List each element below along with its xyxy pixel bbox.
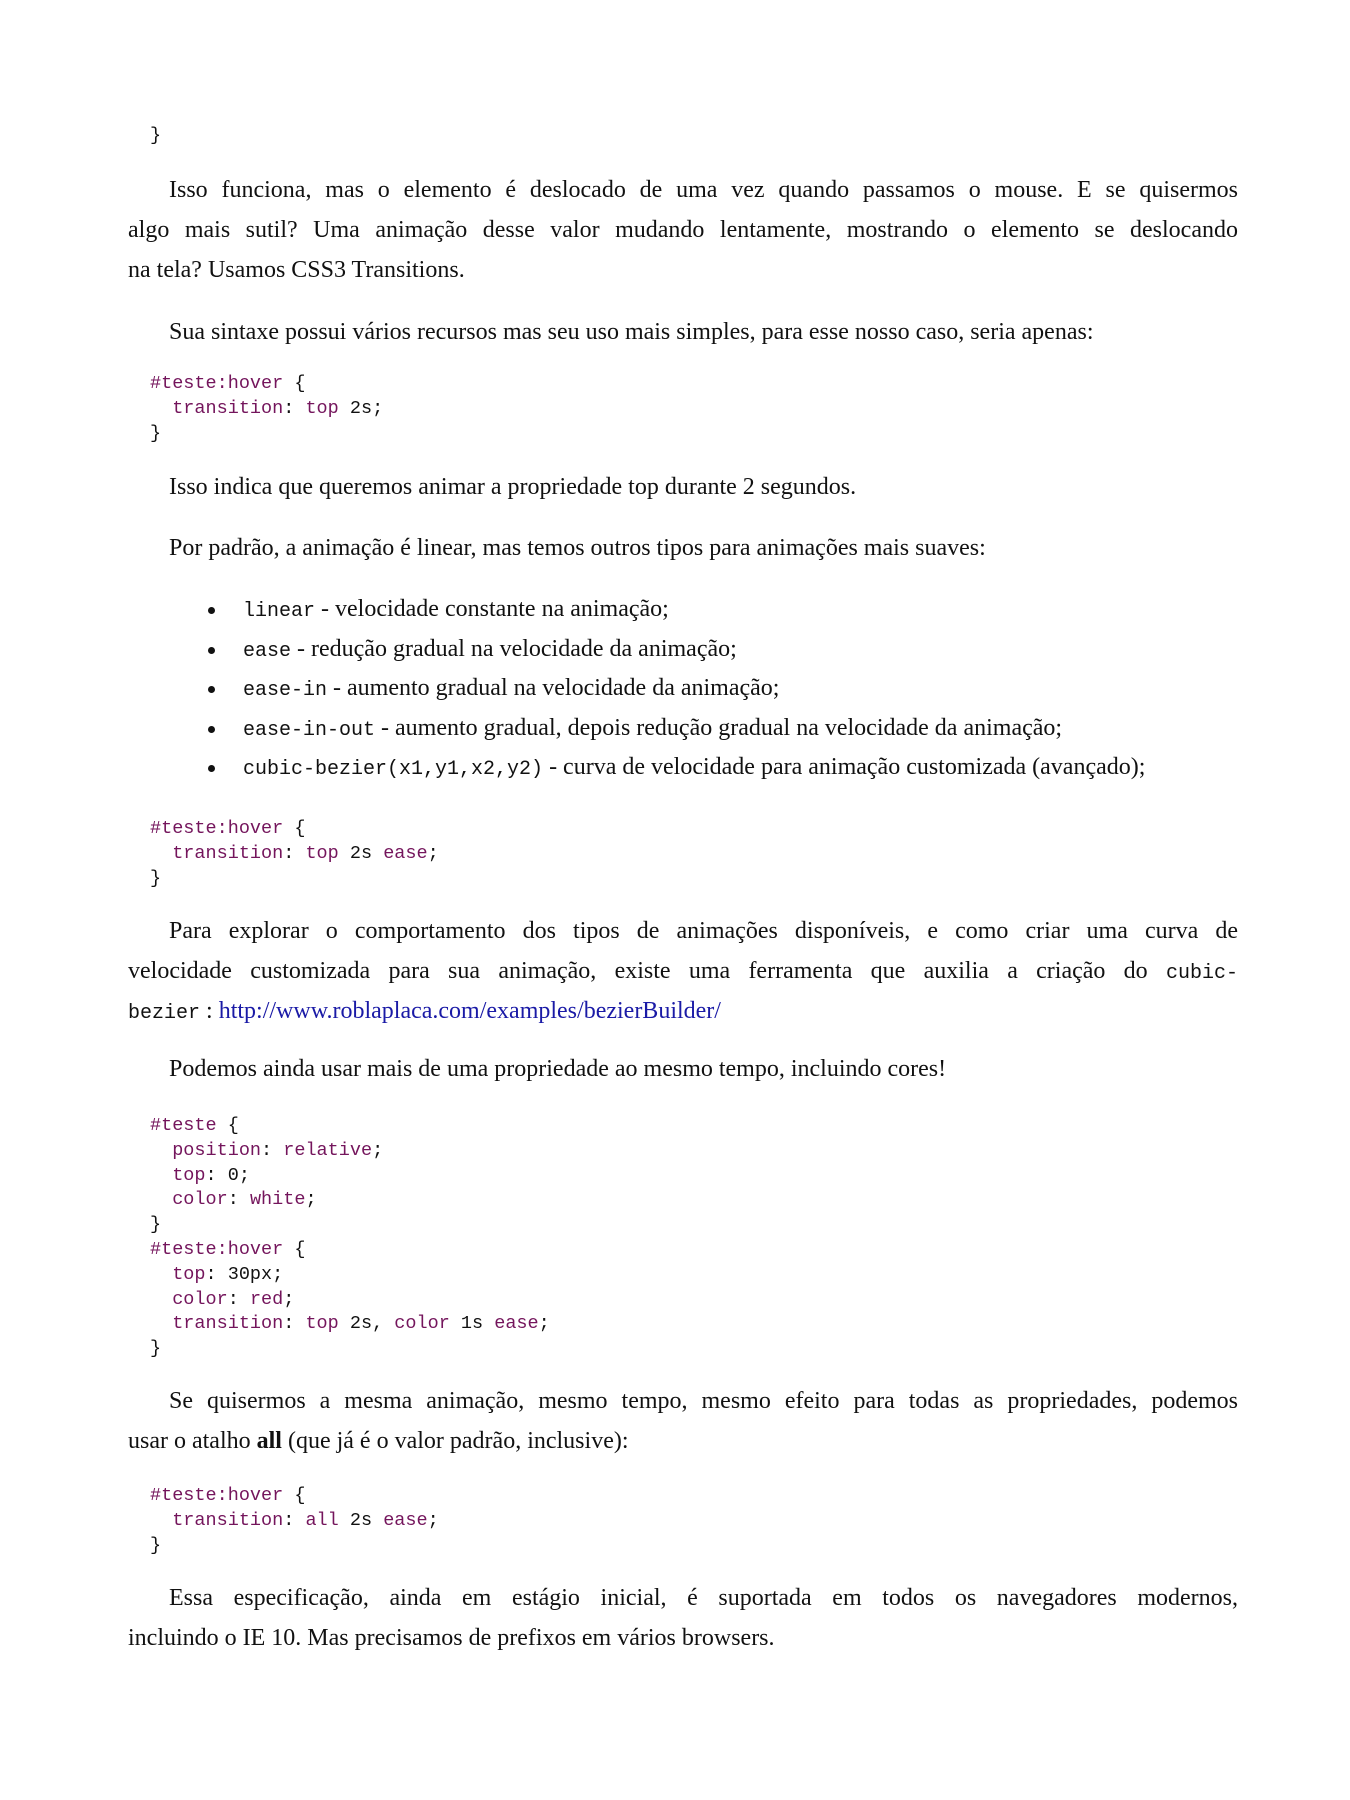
paragraph-line: [128, 991, 1238, 1031]
code-token: ;: [283, 1288, 295, 1310]
code-line: [150, 372, 1260, 397]
code-token: #teste:hover: [150, 1485, 284, 1506]
code-token: all: [305, 1509, 339, 1531]
paragraph: [128, 1049, 1238, 1089]
link[interactable]: http://www.roblaplaca.com/examples/bezierBuilder/: [218, 998, 721, 1024]
text: Se quisermos a mesma animação, mesmo tempo, mesmo efeito para todas as propriedades, podemos: [169, 1388, 1238, 1414]
code-token: {: [283, 1238, 306, 1260]
code-line: [150, 1288, 1260, 1313]
paragraph: [128, 1578, 1238, 1658]
code-token: {: [283, 818, 306, 839]
code-token: #teste:hover: [150, 1238, 284, 1260]
code-token: ;: [427, 842, 439, 864]
list-item: [128, 590, 1238, 630]
paragraph-line: [128, 951, 1238, 991]
paragraph-line: [128, 528, 1238, 568]
code-token: 1s: [449, 1313, 495, 1335]
code-line: [150, 1238, 1260, 1263]
code-block: [150, 817, 1260, 891]
code-line: [150, 1114, 1260, 1139]
text: velocidade customizada para sua animação, existe uma ferramenta que auxilia a criação do: [128, 958, 1166, 984]
text: (que já é o valor padrão, inclusive):: [281, 1428, 629, 1454]
code-token: ease: [383, 842, 428, 864]
paragraph-line: [128, 1618, 1238, 1658]
paragraph-line: [128, 170, 1238, 210]
text: Podemos ainda usar mais de uma propriedade ao mesmo tempo, incluindo cores!: [169, 1056, 947, 1082]
text: - redução gradual na velocidade da animação;: [291, 635, 737, 662]
code-line: [150, 1263, 1260, 1288]
code-line: [150, 1534, 1260, 1559]
text: Por padrão, a animação é linear, mas temos outros tipos para animações mais suaves:: [169, 535, 986, 561]
code-block: [150, 372, 1260, 446]
text: - aumento gradual, depois redução gradual na velocidade da animação;: [375, 714, 1063, 741]
code-block: [150, 1484, 1260, 1558]
code-token: top: [305, 1313, 339, 1335]
code-line: [150, 1484, 1260, 1509]
code-token: transition: [150, 397, 284, 419]
code-token: {: [283, 373, 306, 394]
code-line: [150, 1337, 1260, 1362]
code-token: }: [150, 125, 162, 146]
code-token: 2s: [338, 842, 384, 864]
inline-code: ease-in-out: [243, 718, 376, 742]
paragraph-line: [128, 312, 1238, 352]
list-item: [128, 709, 1238, 749]
paragraph-line: [128, 1381, 1238, 1421]
code-token: : 0;: [205, 1164, 250, 1186]
text: - aumento gradual na velocidade da animação;: [327, 675, 780, 701]
code-token: ease: [383, 1509, 428, 1531]
paragraph-line: [128, 1578, 1238, 1618]
bullet-list: [128, 590, 1238, 788]
code-token: transition: [150, 1313, 284, 1335]
code-token: color: [150, 1189, 228, 1211]
list-item: [128, 748, 1238, 788]
code-token: position: [150, 1139, 262, 1161]
paragraph: [128, 312, 1238, 352]
code-token: transition: [150, 1509, 284, 1531]
code-token: :: [227, 1189, 250, 1211]
inline-code: bezier: [128, 1002, 201, 1025]
text: - curva de velocidade para animação customizada (avançado);: [543, 754, 1146, 780]
paragraph: [128, 528, 1238, 568]
paragraph-line: [128, 911, 1238, 951]
code-token: color: [394, 1313, 450, 1335]
code-token: top: [150, 1164, 206, 1186]
text: usar o atalho: [128, 1428, 257, 1454]
code-token: {: [283, 1485, 306, 1506]
code-line: [150, 1188, 1260, 1213]
code-token: 2s,: [338, 1313, 395, 1335]
text: Isso funciona, mas o elemento é deslocado de uma vez quando passamos o mouse. E se quisermos: [169, 177, 1238, 203]
list-item: [128, 669, 1238, 709]
code-line: [150, 1213, 1260, 1238]
paragraph: [128, 170, 1238, 290]
code-line: [150, 817, 1260, 842]
code-token: :: [227, 1288, 250, 1310]
code-token: top: [305, 397, 339, 419]
code-token: }: [150, 1534, 162, 1556]
code-token: #teste:hover: [150, 818, 284, 839]
code-token: ;: [427, 1509, 439, 1531]
code-token: ease: [494, 1313, 539, 1335]
code-line: [150, 1509, 1260, 1534]
bold-text: all: [256, 1428, 282, 1454]
code-token: ;: [372, 1139, 384, 1161]
text: na tela? Usamos CSS3 Transitions.: [128, 257, 465, 283]
paragraph: [128, 467, 1238, 507]
code-token: red: [249, 1288, 284, 1310]
text: :: [200, 998, 219, 1024]
code-token: }: [150, 422, 162, 444]
code-token: :: [283, 1509, 306, 1531]
code-line: [150, 124, 1260, 149]
code-token: #teste:hover: [150, 373, 284, 394]
paragraph: [128, 911, 1238, 1031]
code-token: {: [216, 1115, 239, 1136]
paragraph-line: [128, 1421, 1238, 1461]
code-token: color: [150, 1288, 228, 1310]
paragraph: [128, 1381, 1238, 1461]
code-token: :: [283, 842, 306, 864]
code-token: ;: [538, 1313, 550, 1335]
code-line: [150, 422, 1260, 447]
paragraph-line: [128, 1049, 1238, 1089]
inline-code: linear: [243, 600, 316, 623]
code-token: 2s;: [338, 397, 384, 419]
paragraph-line: [128, 210, 1238, 250]
text: Sua sintaxe possui vários recursos mas seu uso mais simples, para esse nosso caso, seria apenas:: [169, 319, 1094, 345]
code-token: }: [150, 1338, 162, 1360]
code-token: transition: [150, 842, 284, 864]
text: algo mais sutil? Uma animação desse valor mudando lentamente, mostrando o elemento se deslocando: [128, 217, 1238, 243]
code-token: :: [283, 397, 306, 419]
list-item: [128, 630, 1238, 670]
inline-code: ease-in: [243, 679, 328, 702]
paragraph-line: [128, 467, 1238, 507]
code-block: [150, 1114, 1260, 1362]
code-token: : 30px;: [205, 1263, 284, 1285]
paragraph-line: [128, 250, 1238, 290]
code-token: top: [150, 1263, 206, 1285]
inline-code: cubic-bezier(x1,y1,x2,y2): [243, 758, 544, 781]
code-token: top: [305, 842, 339, 864]
inline-code: ease: [243, 639, 292, 663]
text: Essa especificação, ainda em estágio inicial, é suportada em todos os navegadores modernos,: [169, 1585, 1238, 1611]
text: incluindo o IE 10. Mas precisamos de prefixos em vários browsers.: [128, 1625, 775, 1651]
code-token: :: [261, 1139, 284, 1161]
code-token: }: [150, 1214, 162, 1236]
code-line: [150, 1312, 1260, 1337]
code-line: [150, 842, 1260, 867]
code-token: }: [150, 867, 162, 889]
code-token: #teste: [150, 1115, 217, 1136]
code-line: [150, 867, 1260, 892]
text: - velocidade constante na animação;: [315, 596, 669, 622]
code-token: 2s: [338, 1509, 384, 1531]
inline-code: cubic-: [1165, 962, 1238, 985]
code-token: ;: [305, 1189, 317, 1211]
text: Isso indica que queremos animar a propriedade top durante 2 segundos.: [169, 474, 857, 500]
code-line: [150, 1164, 1260, 1189]
code-line: [150, 1139, 1260, 1164]
code-line: [150, 397, 1260, 422]
text: Para explorar o comportamento dos tipos de animações disponíveis, e como criar uma curva de: [169, 918, 1238, 944]
code-token: :: [283, 1313, 306, 1335]
code-token: relative: [283, 1139, 373, 1161]
code-token: white: [249, 1189, 306, 1211]
code-block: [150, 124, 1260, 149]
